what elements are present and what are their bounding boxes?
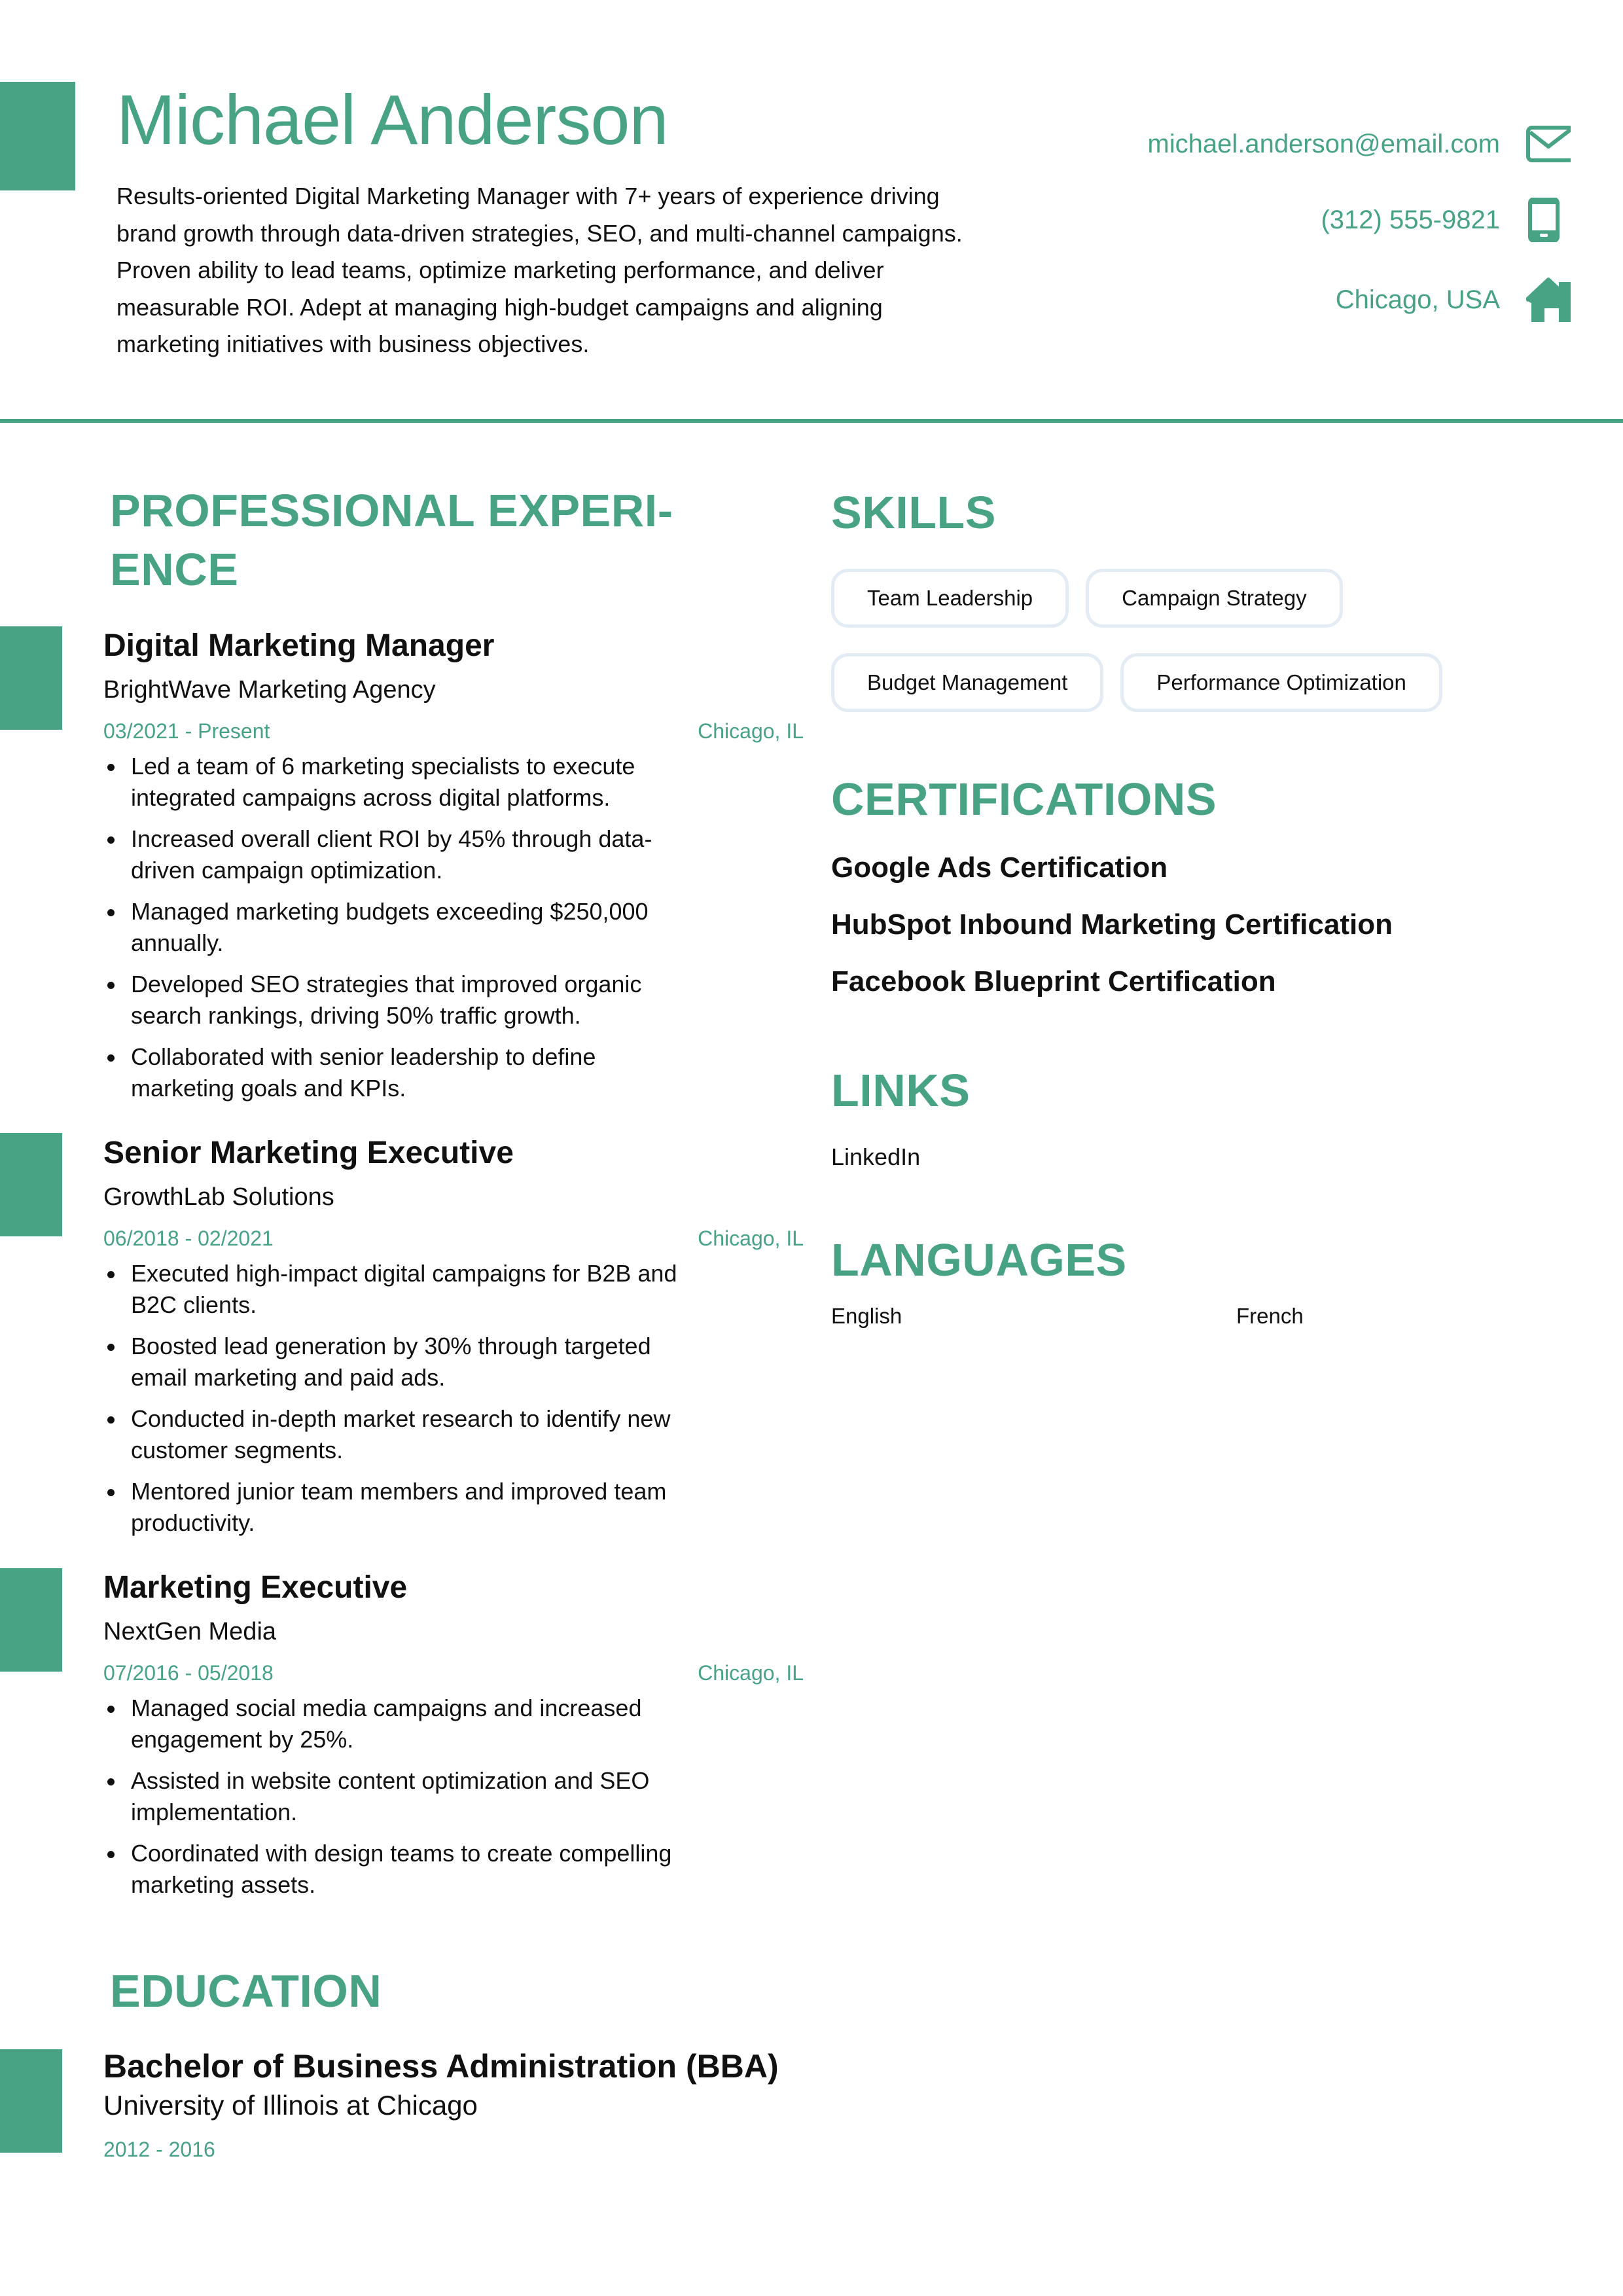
job-location: Chicago, IL [698, 1661, 804, 1685]
job-dates: 07/2016 - 05/2018 [103, 1661, 274, 1685]
skill-chip: Budget Management [831, 653, 1103, 712]
section-title-skills: SKILLS [831, 487, 996, 538]
job-bullet: Assisted in website content optimization and SEO implementation. [103, 1765, 705, 1827]
education-school: University of Illinois at Chicago [103, 2090, 478, 2121]
job-title: Digital Marketing Manager [103, 628, 495, 663]
job-location: Chicago, IL [698, 719, 804, 743]
phone-text[interactable]: (312) 555-9821 [1321, 205, 1500, 234]
job-bullets [103, 1693, 738, 1900]
job-bullet: Increased overall client ROI by 45% through data-driven campaign optimization. [103, 823, 705, 886]
language-item: French [1236, 1304, 1304, 1328]
job-entry [103, 626, 804, 1114]
skill-chip: Campaign Strategy [1086, 569, 1342, 628]
job-entry [103, 1134, 804, 1549]
education-degree: Bachelor of Business Administration (BBA) [103, 2048, 779, 2085]
skill-chip: Performance Optimization [1120, 653, 1442, 712]
profile-summary: Results-oriented Digital Marketing Manager with 7+ years of experience driving brand growth through data-driven strategies, SEO, and multi-channel campaigns. Proven ability to lead teams, optimize marketing performance, and deliver measurable ROI. Adept at managing high-budget campaigns and aligning marketing initiatives with business objectives. [116, 183, 963, 357]
job-accent-block [0, 626, 62, 730]
job-location: Chicago, IL [698, 1227, 804, 1250]
contact-phone[interactable] [982, 194, 1571, 246]
certification-item: Google Ads Certification [831, 852, 1168, 884]
job-bullet: Executed high-impact digital campaigns for B2B and B2C clients. [103, 1258, 705, 1320]
job-bullet: Coordinated with design teams to create compelling marketing assets. [103, 1838, 705, 1900]
job-meta [103, 717, 804, 745]
job-bullets [103, 1258, 738, 1538]
job-entry [103, 1568, 804, 1910]
link-linkedin[interactable]: LinkedIn [831, 1143, 921, 1170]
section-title-education: EDUCATION [110, 1965, 382, 2017]
job-bullet: Conducted in-depth market research to identify new customer segments. [103, 1403, 705, 1465]
contact-location[interactable] [982, 274, 1571, 326]
job-company: NextGen Media [103, 1618, 277, 1645]
job-bullet: Managed social media campaigns and increased engagement by 25%. [103, 1693, 705, 1755]
header-divider [0, 419, 1623, 423]
header-accent-block [0, 82, 75, 190]
job-bullet: Developed SEO strategies that improved organic search rankings, driving 50% traffic growth. [103, 969, 705, 1031]
job-accent-block [0, 1568, 62, 1672]
mobile-phone-icon [1526, 198, 1571, 242]
job-accent-block [0, 1133, 62, 1236]
email-text[interactable]: michael.anderson@email.com [1147, 129, 1500, 158]
job-bullet: Collaborated with senior leadership to define marketing goals and KPIs. [103, 1041, 705, 1103]
job-dates: 06/2018 - 02/2021 [103, 1227, 274, 1250]
skills-row-1 [831, 569, 1343, 628]
job-dates: 03/2021 - Present [103, 719, 270, 743]
job-title: Senior Marketing Executive [103, 1136, 514, 1170]
job-meta [103, 1224, 804, 1253]
skills-row-2 [831, 653, 1442, 712]
education-years: 2012 - 2016 [103, 2138, 215, 2161]
section-title-links: LINKS [831, 1065, 971, 1116]
experience-title-line1: PROFESSIONAL EXPERI- [110, 485, 673, 536]
job-bullet: Managed marketing budgets exceeding $250,000 annually. [103, 896, 705, 958]
job-bullet: Mentored junior team members and improved team productivity. [103, 1476, 705, 1538]
education-accent-block [0, 2049, 62, 2153]
candidate-name: Michael Anderson [116, 80, 668, 159]
contact-email[interactable] [982, 118, 1571, 170]
envelope-icon [1526, 122, 1571, 166]
certification-item: HubSpot Inbound Marketing Certification [831, 908, 1393, 941]
job-meta [103, 1659, 804, 1687]
job-company: GrowthLab Solutions [103, 1183, 334, 1211]
job-bullet: Led a team of 6 marketing specialists to execute integrated campaigns across digital platforms. [103, 751, 705, 813]
location-text: Chicago, USA [1335, 285, 1500, 314]
section-title-certifications: CERTIFICATIONS [831, 774, 1217, 825]
job-title: Marketing Executive [103, 1570, 408, 1605]
home-icon [1526, 278, 1571, 322]
job-company: BrightWave Marketing Agency [103, 676, 436, 704]
language-item: English [831, 1304, 902, 1328]
section-title-languages: LANGUAGES [831, 1234, 1127, 1285]
experience-title-line2: ENCE [110, 544, 239, 595]
job-bullet: Boosted lead generation by 30% through targeted email marketing and paid ads. [103, 1331, 705, 1393]
section-title-experience [110, 481, 764, 599]
job-bullets [103, 751, 738, 1103]
skill-chip: Team Leadership [831, 569, 1069, 628]
certification-item: Facebook Blueprint Certification [831, 965, 1276, 997]
